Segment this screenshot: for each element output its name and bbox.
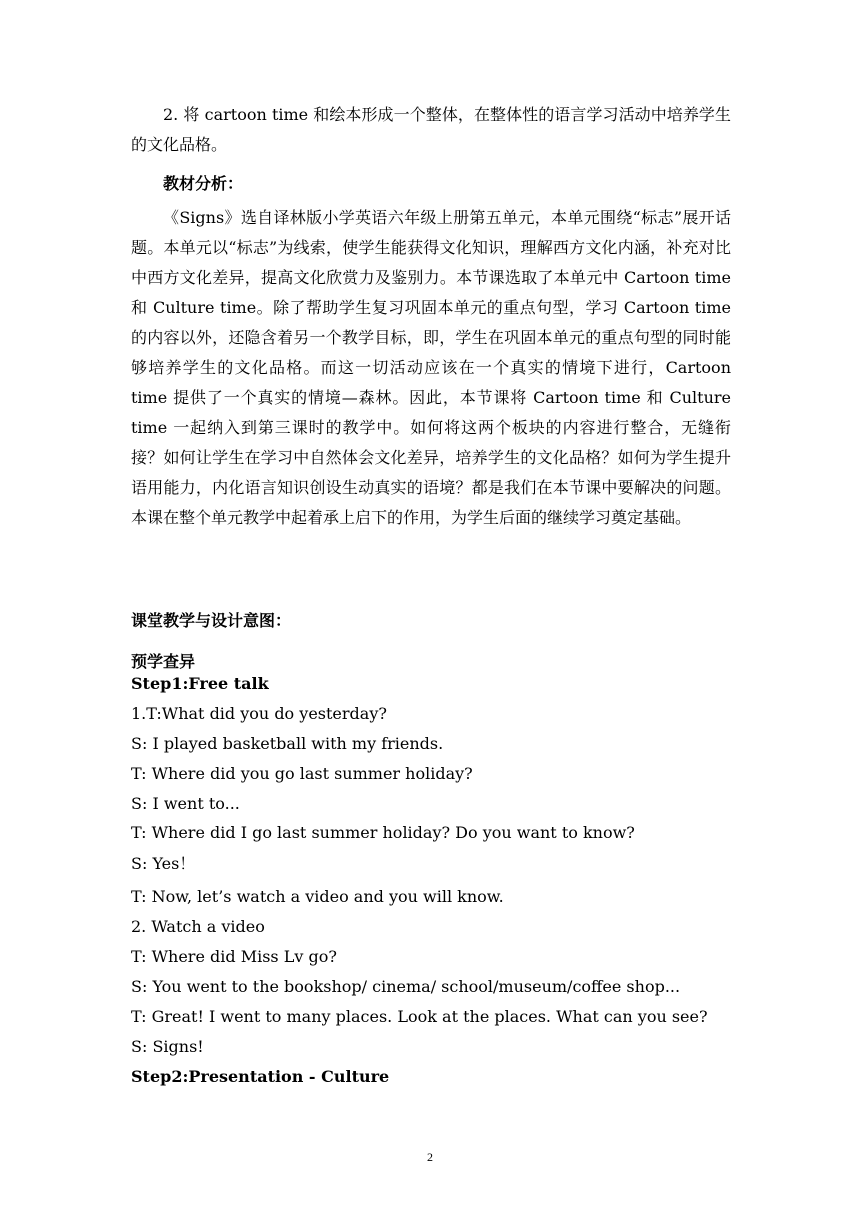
step2-heading: Step2:Presentation - Culture bbox=[131, 1067, 390, 1086]
dialogue-line: T: Now, let’s watch a video and you will know. bbox=[131, 887, 504, 906]
dialogue-line: T: Where did I go last summer holiday? Do you want to know? bbox=[131, 823, 635, 842]
dialogue-line: S: Signs! bbox=[131, 1037, 204, 1056]
dialogue-line: 2. Watch a video bbox=[131, 917, 265, 936]
page-number: 2 bbox=[427, 1150, 433, 1164]
dialogue-line: S: Yes！ bbox=[131, 854, 196, 873]
dialogue-line: S: You went to the bookshop/ cinema/ school/museum/coffee shop... bbox=[131, 977, 681, 996]
dialogue-line: S: I played basketball with my friends. bbox=[131, 734, 444, 753]
dialogue-line: T: Great! I went to many places. Look at the places. What can you see? bbox=[131, 1007, 708, 1026]
analysis-body: 《Signs》选自译林版小学英语六年级上册第五单元，本单元围绕“标志”展开话题。本单元以“标志”为线索，使学生能获得文化知识，理解西方文化内涵，补充对比中西方文化差异，提高文化欣赏力及鉴别力。本节课选取了本单元中 Cartoon time 和 Culture time。除了帮助学生复习巩固本单元的重点句型，学习 Cartoon time 的内容以外，还隐含着另一个教学目标，即，学生在巩固本单元的重点句型的同时能够培养学生的文化品格。而这一切活动应该在一个真实的情境下进行，Cartoon time 提供了一个真实的情境—森林。因此，本节课将 Cartoon time 和 Culture time 一起纳入到第三课时的教学中。如何将这两个板块的内容进行整合，无缝衔接？如何让学生在学习中自然体会文化差异，培养学生的文化品格？如何为学生提升语用能力，内化语言知识创设生动真实的语境？都是我们在本节课中要解决的问题。本课在整个单元教学中起着承上启下的作用，为学生后面的继续学习奠定基础。 bbox=[131, 208, 731, 527]
dialogue-line: T: Where did you go last summer holiday? bbox=[131, 764, 473, 783]
dialogue-line: S: I went to... bbox=[131, 794, 240, 813]
step1-heading: Step1:Free talk bbox=[131, 674, 269, 693]
design-subheading: 预学查异 bbox=[131, 652, 196, 671]
dialogue-line: T: Where did Miss Lv go? bbox=[131, 947, 337, 966]
intro-point-2: 2. 将 cartoon time 和绘本形成一个整体，在整体性的语言学习活动中培养学生的文化品格。 bbox=[131, 105, 731, 154]
design-heading: 课堂教学与设计意图： bbox=[131, 611, 292, 630]
dialogue-line: 1.T:What did you do yesterday? bbox=[131, 704, 387, 723]
analysis-heading: 教材分析： bbox=[163, 174, 244, 193]
